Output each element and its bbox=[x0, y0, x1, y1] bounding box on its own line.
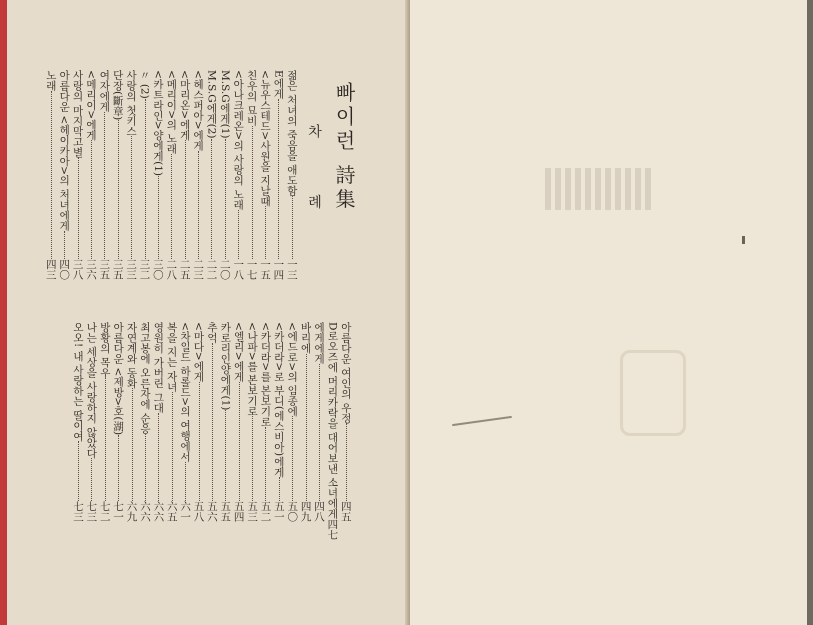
toc-entry bbox=[231, 322, 244, 522]
toc-entry-title: <메리이>에게 bbox=[84, 70, 97, 141]
toc-entry-title: 자연계와 동화 bbox=[125, 322, 138, 389]
toc-entry-title: 사랑의 첫키스 bbox=[125, 70, 138, 137]
toc-page-number: 七一 bbox=[112, 501, 125, 522]
toc-entry-title: M.S.G에게(2) bbox=[205, 70, 218, 139]
toc-entry bbox=[258, 70, 271, 280]
toc-entry-title: E에게 bbox=[272, 70, 285, 99]
toc-page-number: 七三 bbox=[85, 501, 98, 522]
toc-leader-dots bbox=[145, 99, 146, 259]
toc-entry bbox=[71, 322, 84, 522]
toc-leader-dots bbox=[239, 382, 240, 501]
toc-entry-title: 노래 bbox=[44, 70, 57, 91]
toc-entry-title: 복을 지는 자녀 bbox=[165, 322, 178, 392]
toc-entry bbox=[258, 322, 271, 522]
toc-entry-title: <뉴우스테드>사원을 지날때 bbox=[259, 70, 272, 207]
toc-entry bbox=[124, 70, 137, 280]
toc-page-number: 四〇 bbox=[58, 259, 71, 280]
toc-page-number: 五二 bbox=[259, 501, 272, 522]
toc-page-number: 四七 bbox=[326, 518, 339, 540]
toc-entry-title: 친우의 묘비 bbox=[245, 70, 258, 126]
toc-entry-title: <아나크레온>의 사랑의 노래 bbox=[232, 70, 245, 210]
toc-entry bbox=[245, 322, 258, 522]
toc-entry bbox=[151, 322, 164, 522]
toc-leader-dots bbox=[131, 136, 132, 259]
toc-page-number: 五八 bbox=[192, 501, 205, 522]
toc-page-number: 六五 bbox=[165, 501, 178, 522]
toc-entry-title: <헤스퍼아>에게 bbox=[192, 70, 205, 151]
toc-entry bbox=[191, 70, 204, 280]
toc-page-number: 五五 bbox=[219, 501, 232, 522]
toc-leader-dots bbox=[185, 140, 186, 259]
page-edge bbox=[0, 0, 7, 625]
toc-entry-title: 방황의 목우 bbox=[98, 322, 111, 378]
toc-entry-title: <마리온>에게 bbox=[178, 70, 191, 141]
pencil-tick bbox=[742, 236, 745, 244]
toc-entry-title: 추억 bbox=[205, 322, 218, 343]
toc-page-number: 四五 bbox=[339, 501, 352, 522]
toc-entry bbox=[204, 70, 217, 280]
toc-page-number: 七三 bbox=[71, 501, 84, 522]
toc-page-number: 五四 bbox=[232, 501, 245, 522]
toc-entry-title: 에게에게 bbox=[313, 322, 326, 364]
toc-entry bbox=[84, 70, 97, 280]
toc-leader-dots bbox=[145, 434, 146, 501]
toc-entry bbox=[177, 70, 190, 280]
toc-leader-dots bbox=[292, 416, 293, 501]
toc-page-number: 五六 bbox=[205, 501, 218, 522]
toc-leader-dots bbox=[64, 231, 65, 259]
toc-leader-dots bbox=[199, 382, 200, 501]
toc-entry-title: M.S.G에게(1) bbox=[218, 70, 231, 139]
toc-leader-dots bbox=[91, 140, 92, 259]
toc-entry-title: 나는 세상을 사랑하지 않았다 bbox=[85, 322, 98, 459]
toc-leader-dots bbox=[225, 139, 226, 259]
toc-page-number: 四八 bbox=[313, 501, 326, 522]
toc-entry-title: <메리이>의 노래 bbox=[165, 70, 178, 154]
toc-page-number: 三五 bbox=[111, 259, 124, 280]
toc-entry bbox=[217, 70, 230, 280]
toc-leader-dots bbox=[265, 427, 266, 501]
toc-entry bbox=[164, 322, 177, 522]
toc-entry-title: 아름다운 <제방>호(湖) bbox=[112, 322, 125, 436]
toc-entry-title: <마다>에게 bbox=[192, 322, 205, 382]
toc-page-number: 三三 bbox=[125, 259, 138, 280]
toc-page-number: 六六 bbox=[138, 501, 151, 522]
toc-leader-dots bbox=[172, 392, 173, 501]
toc-leader-dots bbox=[292, 196, 293, 259]
page-edge-right bbox=[807, 0, 813, 625]
toc-page-number: 一七 bbox=[245, 259, 258, 280]
toc-heading: 차 례 bbox=[306, 124, 322, 235]
toc-leader-dots bbox=[212, 343, 213, 501]
toc-entry-title: 아름다운 여인의 우정 bbox=[339, 322, 352, 424]
toc-leader-dots bbox=[171, 154, 172, 259]
toc-leader-dots bbox=[104, 112, 105, 259]
toc-bottom-block bbox=[71, 322, 352, 540]
toc-entry bbox=[312, 322, 325, 522]
toc-page-number: 五一 bbox=[272, 501, 285, 522]
toc-entry-title: 바리에 bbox=[299, 322, 312, 354]
toc-page-number: 二三 bbox=[192, 259, 205, 280]
toc-leader-dots bbox=[346, 423, 347, 501]
toc-entry-title: 카로리인양에게(1) bbox=[219, 322, 232, 411]
toc-entry-title: <카더라>로 부디(에스비아)에게 bbox=[272, 322, 285, 478]
right-page bbox=[410, 0, 813, 625]
toc-page-number: 四九 bbox=[299, 501, 312, 522]
bleed-through-stamp bbox=[545, 168, 655, 210]
toc-entry bbox=[164, 70, 177, 280]
toc-entry bbox=[178, 322, 191, 522]
toc-leader-dots bbox=[278, 99, 279, 259]
toc-page-number: 一三 bbox=[285, 259, 298, 280]
toc-entry bbox=[111, 322, 124, 522]
toc-leader-dots bbox=[185, 462, 186, 501]
toc-leader-dots bbox=[78, 441, 79, 501]
toc-page-number: 七二 bbox=[98, 501, 111, 522]
toc-entry bbox=[57, 70, 70, 280]
toc-entry-title: 여자에게 bbox=[98, 70, 111, 112]
toc-entry bbox=[138, 322, 151, 522]
toc-page-number: 五〇 bbox=[286, 501, 299, 522]
toc-entry-title: <카더라>를 본보기로 bbox=[259, 322, 272, 427]
toc-entry bbox=[191, 322, 204, 522]
toc-top-block bbox=[43, 70, 297, 280]
toc-page-number: 一五 bbox=[259, 259, 272, 280]
toc-entry-title: <나파>를 본보기로 bbox=[246, 322, 259, 417]
toc-leader-dots bbox=[118, 435, 119, 501]
toc-entry bbox=[124, 322, 137, 522]
toc-page-number: 六九 bbox=[125, 501, 138, 522]
toc-leader-dots bbox=[306, 354, 307, 502]
toc-entry-title: 아름다운 <헤이카아>의 처녀에게 bbox=[58, 70, 71, 231]
toc-entry-title: 단장(斷章) bbox=[111, 70, 124, 121]
toc-entry bbox=[338, 322, 351, 522]
toc-entry bbox=[97, 70, 110, 280]
toc-page-number: 六六 bbox=[152, 501, 165, 522]
toc-page-number: 三五 bbox=[98, 259, 111, 280]
toc-page-number: 二五 bbox=[178, 259, 191, 280]
toc-page-number: 一八 bbox=[232, 259, 245, 280]
toc-leader-dots bbox=[118, 120, 119, 259]
toc-page-number: 二八 bbox=[165, 259, 178, 280]
toc-entry-title: 오오! 내 사랑하는 딸이여 bbox=[71, 322, 84, 442]
toc-page-number: 三〇 bbox=[151, 259, 164, 280]
toc-leader-dots bbox=[198, 151, 199, 259]
toc-leader-dots bbox=[211, 139, 212, 259]
toc-leader-dots bbox=[279, 477, 280, 501]
toc-leader-dots bbox=[238, 210, 239, 259]
toc-entry bbox=[205, 322, 218, 522]
toc-leader-dots bbox=[225, 410, 226, 501]
toc-entry-title: 사랑의 마지막고별 bbox=[71, 70, 84, 158]
toc-entry bbox=[271, 322, 284, 522]
toc-leader-dots bbox=[158, 176, 159, 259]
toc-entry bbox=[84, 322, 97, 522]
toc-entry bbox=[110, 70, 123, 280]
toc-leader-dots bbox=[158, 413, 159, 501]
toc-entry-title: 젊은 처녀의 죽음을 애도함 bbox=[285, 70, 298, 196]
toc-page-number: 五三 bbox=[246, 501, 259, 522]
toc-entry bbox=[70, 70, 83, 280]
toc-page-number: 二二 bbox=[205, 259, 218, 280]
toc-page-number: 三六 bbox=[84, 259, 97, 280]
toc-entry-title: D로오즈에 머리카락을 대어보낸 소녀에게 bbox=[326, 322, 339, 519]
toc-entry-title: <에드로>의 임종에 bbox=[286, 322, 299, 417]
toc-leader-dots bbox=[78, 157, 79, 259]
toc-entry-title: <카트라인>양에게(1) bbox=[151, 70, 164, 176]
toc-leader-dots bbox=[265, 206, 266, 259]
toc-entry-title: <차일드 하롤드>의 여행에서 bbox=[179, 322, 192, 462]
toc-entry-title: <엘리>에게 bbox=[232, 322, 245, 382]
toc-entry bbox=[244, 70, 257, 280]
toc-leader-dots bbox=[252, 126, 253, 259]
toc-page-number: 四三 bbox=[44, 259, 57, 280]
toc-page-number: 二〇 bbox=[218, 259, 231, 280]
toc-entry-title: 〃 (2) bbox=[138, 70, 151, 99]
bleed-through-mark bbox=[620, 350, 686, 436]
toc-leader-dots bbox=[319, 364, 320, 501]
toc-leader-dots bbox=[132, 388, 133, 501]
toc-page-number: 一四 bbox=[272, 259, 285, 280]
toc-entry bbox=[218, 322, 231, 522]
toc-page-number: 三八 bbox=[71, 259, 84, 280]
toc-entry bbox=[325, 322, 339, 540]
toc-entry bbox=[284, 70, 297, 280]
toc-entry bbox=[271, 70, 284, 280]
toc-leader-dots bbox=[91, 458, 92, 501]
toc-entry bbox=[285, 322, 298, 522]
toc-page-number: 六一 bbox=[179, 501, 192, 522]
toc-entry bbox=[97, 322, 110, 522]
toc-entry bbox=[298, 322, 311, 522]
toc-leader-dots bbox=[51, 91, 52, 259]
toc-page-number: 三二 bbox=[138, 259, 151, 280]
toc-entry-title: 최고봉에 오른자에 순응 bbox=[138, 322, 151, 434]
toc-leader-dots bbox=[105, 378, 106, 501]
toc-entry bbox=[137, 70, 150, 280]
toc-leader-dots bbox=[252, 416, 253, 501]
toc-entry bbox=[43, 70, 56, 280]
toc-entry bbox=[151, 70, 164, 280]
toc-entry bbox=[231, 70, 244, 280]
book-title: 빠이런 詩集 bbox=[332, 82, 356, 213]
toc-entry-title: 영원히 가버린 그대 bbox=[152, 322, 165, 413]
